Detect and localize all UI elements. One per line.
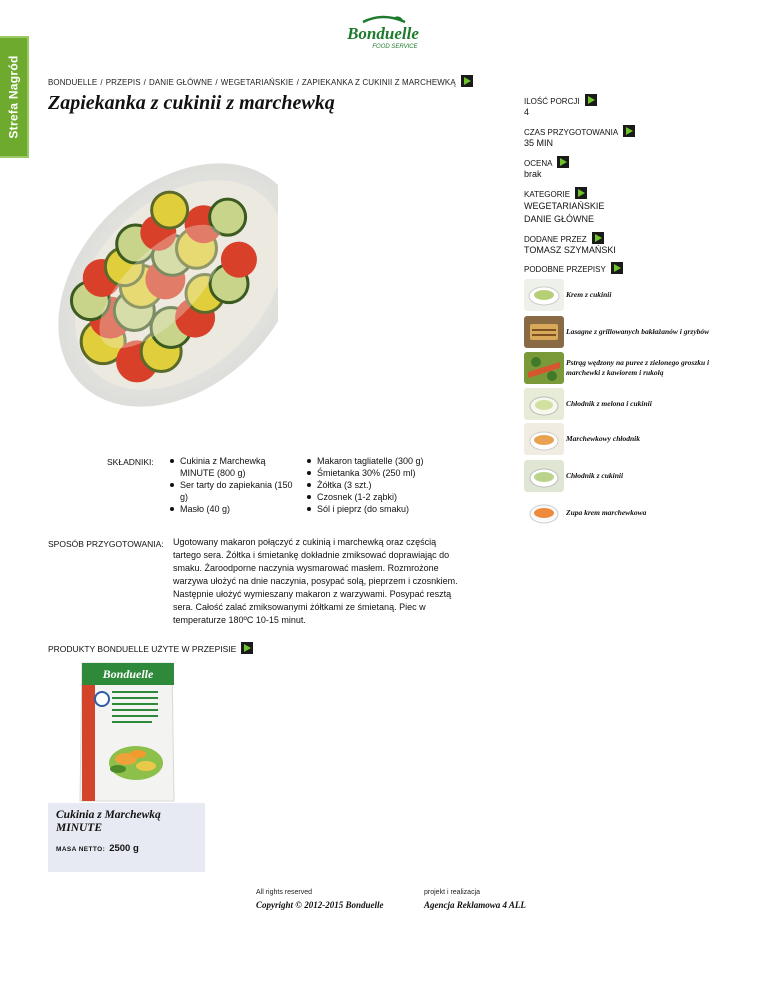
breadcrumb-item-wegetarianskie[interactable]: WEGETARIAŃSKIE (220, 78, 294, 87)
added-by-block (524, 232, 616, 256)
footer-agency-link[interactable]: Agencja Reklamowa 4 ALL (424, 900, 526, 910)
svg-text:Bonduelle: Bonduelle (102, 667, 154, 681)
rating-block (524, 156, 569, 180)
play-arrow-icon (461, 75, 473, 87)
breadcrumb-item-danie-glowne[interactable]: DANIE GŁÓWNE (148, 78, 213, 87)
play-arrow-icon (585, 94, 597, 106)
strefa-nagrod-label: Strefa Nagród (6, 55, 21, 139)
ingredient-item: Masło (40 g) (169, 503, 301, 515)
preparation-label: SPOSÓB PRZYGOTOWANIA: (48, 539, 164, 549)
time-value: 35 MIN (524, 138, 554, 148)
breadcrumb-item-przepis[interactable]: PRZEPIS (105, 78, 141, 87)
breadcrumb-item-bonduelle[interactable]: BONDUELLE (48, 78, 98, 87)
similar-item-chlodnik-z-melona[interactable] (524, 388, 714, 420)
ingredients-list-1 (169, 455, 301, 515)
similar-name: Lasagne z grillowanych bakłażanów i grzybów (566, 327, 710, 336)
similar-item-lasagne[interactable] (524, 316, 714, 348)
products-heading (48, 642, 253, 654)
weight-value: 2500 g (109, 843, 139, 854)
similar-label: PODOBNE PRZEPISY (524, 265, 606, 274)
similar-item-chlodnik-z-cukinii[interactable] (524, 460, 714, 492)
footer-agency (424, 889, 526, 910)
similar-name: Krem z cukinii (566, 290, 612, 299)
similar-name: Zupa krem marchewkowa (566, 508, 647, 517)
footer-project-label: projekt i realizacja (424, 889, 481, 896)
similar-heading (524, 262, 623, 275)
similar-item-marchewkowy-chlodnik[interactable] (524, 423, 714, 455)
breadcrumb-item-current: ZAPIEKANKA Z CUKINII Z MARCHEWKĄ (301, 78, 456, 87)
play-arrow-icon (611, 262, 623, 274)
category-link-danie-glowne[interactable]: DANIE GŁÓWNE (524, 214, 595, 224)
similar-name: Chłodnik z cukinii (566, 471, 624, 480)
time-block (524, 125, 635, 149)
similar-item-krem-z-cukinii[interactable] (524, 279, 714, 311)
play-arrow-icon (623, 125, 635, 137)
footer-rights: All rights reserved (256, 889, 313, 896)
breadcrumb: BONDUELLE / PRZEPIS / DANIE GŁÓWNE / WEGETARIAŃSKIE / ZAPIEKANKA Z CUKINII Z MARCHEWKĄ (48, 75, 473, 87)
similar-name: Pstrąg wędzony na puree z zielonego groszku i marchewki z kawiorem i rukolą (566, 358, 710, 377)
portions-block (524, 94, 597, 118)
similar-item-pstrag[interactable] (524, 352, 714, 384)
similar-name: Marchewkowy chłodnik (566, 434, 640, 443)
play-arrow-icon (592, 232, 604, 244)
similar-thumb (524, 497, 564, 529)
similar-thumb (524, 279, 564, 311)
ingredient-item: Czosnek (1-2 ząbki) (306, 491, 466, 503)
ingredients-list-2 (306, 455, 466, 515)
added-by-value[interactable]: TOMASZ SZYMAŃSKI (524, 245, 616, 255)
similar-thumb (524, 460, 564, 492)
play-arrow-icon (557, 156, 569, 168)
strefa-nagrod-tab[interactable] (0, 36, 29, 158)
similar-thumb (524, 423, 564, 455)
footer-copyright (256, 889, 383, 910)
product-card[interactable] (48, 655, 205, 872)
category-label: KATEGORIE (524, 190, 571, 199)
footer-copyright-text: Copyright © 2012-2015 Bonduelle (256, 900, 384, 910)
preparation-text: Ugotowany makaron połączyć z cukinią i marchewką oraz częścią tartego sera. Żółtka i śmietankę dokładnie zmiksować doprawiając do smaku. Żaroodporne naczynia wysmarować masłem. Rozmrożone warzywa ułożyć na dnie naczynia, posypać solą, pieprzem i czosnkiem. Następnie ułożyć wymieszany makaron z warzywami. Posypać resztą sera. Całość zalać zmiksowanymi żółtkami ze śmietaną. Piec w temperaturze 180ºC 10-15 minut. (173, 537, 458, 625)
time-label: CZAS PRZYGOTOWANIA (524, 128, 619, 137)
bonduelle-logo[interactable] (333, 14, 433, 54)
ingredient-item: Żółtka (3 szt.) (306, 479, 466, 491)
play-arrow-icon (575, 187, 587, 199)
category-block (524, 187, 604, 226)
ingredient-item: Makaron tagliatelle (300 g) (306, 455, 466, 467)
rating-label: OCENA (524, 159, 553, 168)
ingredient-item: Sól i pieprz (do smaku) (306, 503, 466, 515)
play-arrow-icon (241, 642, 253, 654)
similar-thumb (524, 388, 564, 420)
rating-value: brak (524, 169, 542, 179)
portions-value: 4 (524, 107, 530, 117)
similar-thumb (524, 316, 564, 348)
product-name[interactable]: Cukinia z Marchewką MINUTE (56, 809, 161, 834)
product-image (48, 655, 205, 803)
similar-name: Chłodnik z melona i cukinii (566, 399, 652, 408)
ingredient-item: Ser tarty do zapiekania (150 g) (169, 479, 301, 503)
similar-item-zupa-krem-marchewkowa[interactable] (524, 497, 714, 529)
product-weight (56, 838, 139, 856)
recipe-photo (48, 125, 278, 440)
category-link-wegetarianskie[interactable]: WEGETARIAŃSKIE (524, 201, 605, 211)
similar-thumb (524, 352, 564, 384)
ingredient-item: Cukinia z Marchewką MINUTE (800 g) (169, 455, 301, 479)
portions-label: ILOŚĆ PORCJI (524, 97, 580, 106)
weight-label: MASA NETTO: (56, 846, 106, 853)
added-by-label: DODANE PRZEZ (524, 235, 587, 244)
brand-tagline: FOOD SERVICE (372, 44, 418, 50)
ingredient-item: Śmietanka 30% (250 ml) (306, 467, 466, 479)
page-title: Zapiekanka z cukinii z marchewką (48, 92, 335, 114)
brand-name: Bonduelle (347, 24, 419, 43)
products-heading-label: PRODUKTY BONDUELLE UŻYTE W PRZEPISIE (48, 644, 237, 654)
ingredients-label: SKŁADNIKI: (107, 457, 154, 467)
